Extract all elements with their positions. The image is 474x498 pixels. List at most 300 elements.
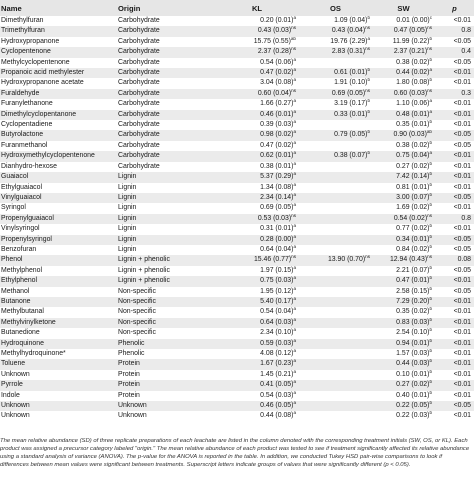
cell-p (434, 349, 474, 359)
cell-p-value: <0.01 (453, 391, 471, 399)
cell-name-value: Indole (1, 391, 20, 399)
cell-p (434, 380, 474, 390)
cell-sw (372, 172, 434, 182)
cell-kl-superscript: a (293, 203, 296, 208)
cell-p (434, 141, 474, 151)
cell-origin (117, 266, 215, 276)
cell-kl-superscript: a (293, 161, 296, 166)
cell-origin-value: Carbohydrate (118, 141, 160, 149)
cell-sw-superscript: c (429, 16, 432, 20)
cell-sw (372, 380, 434, 390)
cell-sw (372, 99, 434, 109)
cell-sw (372, 245, 434, 255)
cell-p (434, 401, 474, 411)
cell-kl (215, 297, 298, 307)
cell-kl (215, 110, 298, 120)
cell-name (0, 172, 117, 182)
cell-kl-superscript: ns (291, 26, 296, 31)
cell-p-value: <0.01 (453, 350, 471, 357)
cell-origin-value: Non-specific (118, 329, 156, 337)
cell-name (0, 245, 117, 255)
cell-kl-value: 2.34 (0.10) (260, 329, 294, 337)
cell-kl-value: 15.75 (0.55) (253, 37, 291, 45)
cell-origin (117, 110, 215, 120)
cell-origin-value: Protein (118, 381, 140, 389)
cell-p-value: <0.01 (453, 297, 471, 305)
cell-sw-superscript: a (429, 99, 432, 104)
cell-name-value: Butyrolactone (1, 131, 44, 139)
cell-name (0, 297, 117, 307)
cell-os (298, 235, 372, 245)
cell-name (0, 359, 117, 369)
cell-name (0, 411, 117, 421)
cell-name-value: Dimethylfuran (1, 17, 44, 24)
cell-origin-value: Lignin (118, 235, 137, 243)
cell-origin-value: Phenolic (118, 339, 145, 347)
cell-kl (215, 151, 298, 161)
cell-p-value: <0.01 (453, 412, 471, 420)
cell-sw-value: 1.80 (0.08) (396, 79, 430, 87)
cell-p-value: <0.05 (453, 287, 471, 295)
cell-os-value: 3.19 (0.17) (334, 100, 368, 108)
cell-sw-value: 0.44 (0.02) (396, 69, 430, 77)
cell-origin-value: Non-specific (118, 318, 156, 326)
cell-origin-value: Lignin + phenolic (118, 277, 170, 285)
cell-os (298, 255, 372, 265)
cell-p (434, 151, 474, 161)
cell-p (434, 162, 474, 172)
cell-name-value: Guaiacol (1, 173, 29, 181)
cell-origin-value: Lignin (118, 173, 137, 181)
cell-sw-superscript: b (429, 349, 432, 353)
cell-name-value: Methylbutanal (1, 308, 44, 316)
cell-sw (372, 235, 434, 245)
cell-p (434, 224, 474, 234)
cell-sw-value: 1.57 (0.03) (396, 350, 430, 357)
cell-sw-value: 0.38 (0.02) (396, 58, 430, 66)
cell-p-value: <0.01 (453, 370, 471, 378)
cell-sw-value: 7.29 (0.20) (396, 297, 430, 305)
cell-kl (215, 339, 298, 349)
cell-kl-superscript: ns (291, 213, 296, 218)
cell-sw-value: 0.84 (0.02) (396, 245, 430, 253)
cell-sw (372, 266, 434, 276)
cell-name (0, 110, 117, 120)
cell-kl-superscript: a (293, 390, 296, 395)
cell-kl-superscript: a (293, 68, 296, 73)
cell-origin (117, 380, 215, 390)
cell-p-value: 0.8 (461, 27, 471, 35)
cell-origin (117, 339, 215, 349)
cell-p-value: <0.01 (453, 69, 471, 77)
table-row (0, 89, 474, 99)
table-row (0, 58, 474, 68)
cell-p (434, 130, 474, 140)
cell-name-value: Methylphenol (1, 266, 42, 274)
cell-name (0, 130, 117, 140)
cell-kl (215, 89, 298, 99)
cell-origin (117, 245, 215, 255)
table-row (0, 110, 474, 120)
cell-name-value: Cyclopentenone (1, 48, 51, 56)
table-row (0, 245, 474, 255)
cell-sw-superscript: ns (427, 88, 432, 93)
cell-kl-superscript: a (293, 120, 296, 125)
cell-p (434, 78, 474, 88)
cell-kl-value: 1.34 (0.08) (260, 183, 294, 191)
cell-os (298, 16, 372, 26)
cell-kl-superscript: a (293, 349, 296, 353)
cell-origin-value: Carbohydrate (118, 79, 160, 87)
cell-sw-value: 11.99 (0.22) (392, 37, 430, 45)
cell-kl-value: 0.64 (0.04) (260, 245, 294, 253)
cell-kl (215, 266, 298, 276)
cell-origin-value: Protein (118, 391, 140, 399)
cell-sw (372, 214, 434, 224)
cell-os (298, 287, 372, 297)
cell-origin (117, 26, 215, 36)
cell-origin-value: Non-specific (118, 308, 156, 316)
table-row (0, 411, 474, 421)
cell-os (298, 297, 372, 307)
cell-origin (117, 276, 215, 286)
cell-sw-value: 1.69 (0.02) (396, 204, 430, 212)
cell-sw-value: 3.00 (0.07) (396, 193, 430, 201)
cell-sw (372, 16, 434, 26)
cell-origin (117, 183, 215, 193)
cell-p (434, 214, 474, 224)
cell-name (0, 255, 117, 265)
cell-sw (372, 193, 434, 203)
cell-kl (215, 359, 298, 369)
table-row (0, 307, 474, 317)
cell-p (434, 318, 474, 328)
table-row (0, 359, 474, 369)
cell-name-value: Methylhydroquinone* (1, 350, 66, 357)
cell-p (434, 203, 474, 213)
cell-os-superscript: a (367, 36, 370, 41)
cell-name-value: Furanylethanone (1, 100, 53, 108)
cell-origin (117, 172, 215, 182)
cell-kl (215, 68, 298, 78)
cell-p-value: <0.05 (453, 141, 471, 149)
cell-p-value: <0.05 (453, 402, 471, 410)
cell-origin (117, 193, 215, 203)
cell-p-value: <0.01 (453, 79, 471, 87)
cell-kl-value: 4.08 (0.12) (260, 350, 294, 357)
cell-os (298, 411, 372, 421)
cell-sw-value: 2.58 (0.15) (396, 287, 430, 295)
cell-os (298, 245, 372, 255)
cell-name-value: Phenol (1, 256, 23, 264)
cell-sw-superscript: ns (427, 213, 432, 218)
cell-kl-superscript: a (293, 328, 296, 333)
cell-sw (372, 183, 434, 193)
cell-sw-value: 0.94 (0.01) (396, 339, 430, 347)
cell-name-value: Hydroxypropanone acetate (1, 79, 84, 87)
cell-kl-value: 0.41 (0.05) (260, 381, 294, 389)
cell-name-value: Syringol (1, 204, 26, 212)
cell-p (434, 99, 474, 109)
cell-kl (215, 255, 298, 265)
cell-origin (117, 99, 215, 109)
cell-kl-value: 0.47 (0.02) (260, 69, 294, 77)
cell-kl-value: 1.45 (0.21) (260, 370, 294, 378)
cell-origin-value: Protein (118, 360, 140, 368)
cell-name-value: Furaldehyde (1, 89, 40, 97)
cell-kl-superscript: a (293, 172, 296, 177)
cell-kl-superscript: a (293, 286, 296, 291)
cell-origin (117, 370, 215, 380)
table-row (0, 16, 474, 26)
cell-p (434, 193, 474, 203)
cell-name-value: Propanoic acid methylester (1, 69, 85, 77)
cell-origin (117, 141, 215, 151)
cell-p-value: <0.01 (453, 381, 471, 389)
cell-sw (372, 47, 434, 57)
cell-sw-value: 7.42 (0.14) (396, 173, 430, 181)
cell-os (298, 318, 372, 328)
cell-kl-superscript: a (293, 192, 296, 197)
cell-sw-superscript: b (429, 78, 432, 83)
cell-sw-superscript: b (429, 276, 432, 281)
cell-kl-superscript: a (293, 244, 296, 249)
cell-sw-superscript: b (429, 286, 432, 291)
cell-sw-value: 0.60 (0.03) (393, 89, 428, 97)
cell-kl-superscript: ns (291, 88, 296, 93)
cell-os (298, 203, 372, 213)
cell-kl-superscript: a (293, 265, 296, 270)
cell-name-value: Methylcyclopentenone (1, 58, 70, 66)
cell-name-value: Vinylsyringol (1, 225, 40, 233)
cell-p-value: <0.01 (453, 100, 471, 108)
cell-sw-superscript: b (429, 359, 432, 364)
cell-sw-superscript: b (429, 161, 432, 166)
cell-kl-superscript: ab (290, 36, 296, 41)
cell-kl-value: 0.54 (0.03) (260, 391, 294, 399)
cell-p-value: <0.01 (453, 339, 471, 347)
cell-os-superscript: ns (365, 47, 370, 52)
cell-name-value: Butanone (1, 297, 31, 305)
cell-sw-superscript: a (429, 151, 432, 156)
header-kl: KL (251, 3, 263, 13)
cell-sw-value: 2.37 (0.21) (393, 48, 428, 56)
table-row (0, 68, 474, 78)
cell-kl-value: 5.40 (0.17) (260, 297, 294, 305)
cell-os-superscript: ns (365, 26, 370, 31)
table-row (0, 391, 474, 401)
cell-sw-value: 0.27 (0.02) (396, 162, 430, 170)
cell-origin (117, 16, 215, 26)
cell-kl-superscript: a (293, 276, 296, 281)
cell-sw-superscript: b (429, 296, 432, 301)
cell-kl-value: 0.98 (0.02) (260, 131, 294, 139)
cell-p-value: <0.05 (453, 58, 471, 66)
cell-origin-value: Lignin (118, 214, 137, 222)
cell-kl (215, 411, 298, 421)
cell-kl (215, 318, 298, 328)
cell-p (434, 89, 474, 99)
cell-sw (372, 328, 434, 338)
cell-sw (372, 203, 434, 213)
cell-origin (117, 151, 215, 161)
cell-p (434, 297, 474, 307)
cell-origin-value: Lignin (118, 245, 137, 253)
cell-os (298, 339, 372, 349)
cell-sw-value: 0.48 (0.01) (396, 110, 430, 118)
cell-origin-value: Lignin (118, 193, 137, 201)
table-row (0, 193, 474, 203)
cell-name (0, 203, 117, 213)
cell-name-value: Methylvinylketone (1, 318, 56, 326)
cell-sw-superscript: ns (427, 255, 432, 260)
cell-name-value: Propenylguaiacol (1, 214, 54, 222)
cell-kl-value: 0.64 (0.03) (260, 318, 294, 326)
cell-sw-superscript: b (429, 307, 432, 312)
cell-sw-superscript: b (429, 172, 432, 177)
table-row (0, 37, 474, 47)
cell-sw (372, 26, 434, 36)
cell-kl-value: 5.37 (0.29) (260, 173, 294, 181)
cell-sw (372, 318, 434, 328)
cell-os (298, 183, 372, 193)
cell-sw-superscript: ns (427, 47, 432, 52)
cell-os (298, 307, 372, 317)
cell-kl-superscript: a (293, 130, 296, 135)
cell-os (298, 172, 372, 182)
cell-os-superscript: b (367, 130, 370, 135)
cell-origin (117, 214, 215, 224)
cell-sw (372, 58, 434, 68)
cell-sw (372, 37, 434, 47)
cell-sw-value: 0.34 (0.01) (396, 235, 430, 243)
cell-origin (117, 58, 215, 68)
cell-os (298, 162, 372, 172)
cell-origin-value: Carbohydrate (118, 152, 160, 160)
cell-origin (117, 47, 215, 57)
cell-kl (215, 235, 298, 245)
cell-origin-value: Unknown (118, 402, 147, 410)
cell-sw-value: 0.27 (0.02) (396, 381, 430, 389)
cell-sw-superscript: a (429, 109, 432, 114)
cell-sw (372, 110, 434, 120)
table-row (0, 401, 474, 411)
cell-origin (117, 307, 215, 317)
cell-sw-superscript: b (429, 203, 432, 208)
cell-sw-value: 0.40 (0.01) (396, 391, 430, 399)
cell-origin (117, 162, 215, 172)
cell-kl (215, 99, 298, 109)
cell-p-value: <0.01 (453, 173, 471, 181)
cell-sw-value: 12.94 (0.43) (389, 256, 428, 264)
cell-os-value: 0.43 (0.04) (331, 27, 366, 35)
cell-os (298, 401, 372, 411)
cell-kl (215, 401, 298, 411)
cell-name-value: Butanedione (1, 329, 40, 337)
cell-origin-value: Carbohydrate (118, 100, 160, 108)
cell-p (434, 307, 474, 317)
cell-os (298, 68, 372, 78)
cell-kl-superscript: a (293, 369, 296, 374)
cell-sw-value: 0.10 (0.01) (396, 370, 430, 378)
cell-sw-value: 0.35 (0.01) (396, 121, 430, 129)
cell-sw-value: 0.01 (0.00) (396, 17, 430, 24)
cell-kl-value: 0.39 (0.03) (260, 121, 294, 129)
cell-kl-superscript: a (293, 182, 296, 187)
cell-name (0, 266, 117, 276)
cell-p (434, 16, 474, 26)
cell-p (434, 172, 474, 182)
cell-name (0, 339, 117, 349)
cell-origin-value: Phenolic (118, 350, 145, 357)
cell-sw (372, 411, 434, 421)
header-sw: SW (397, 3, 410, 13)
cell-sw-superscript: b (429, 265, 432, 270)
cell-os (298, 391, 372, 401)
cell-name-value: Trimethylfuran (1, 27, 45, 35)
cell-kl-value: 3.04 (0.08) (260, 79, 294, 87)
cell-kl (215, 130, 298, 140)
cell-sw-value: 0.75 (0.04) (396, 152, 430, 160)
table-row (0, 328, 474, 338)
cell-name (0, 401, 117, 411)
cell-kl-value: 0.44 (0.08) (260, 412, 294, 420)
cell-p-value: <0.01 (453, 318, 471, 326)
cell-p (434, 359, 474, 369)
cell-name-value: Dianhydro-hexose (1, 162, 57, 170)
cell-sw-superscript: b (429, 390, 432, 395)
cell-sw-value: 0.47 (0.01) (396, 277, 430, 285)
cell-kl-superscript: a (293, 296, 296, 301)
cell-origin (117, 349, 215, 359)
table-body (0, 16, 474, 422)
cell-p-value: 0.8 (461, 214, 471, 222)
cell-kl (215, 120, 298, 130)
cell-kl-superscript: a (293, 307, 296, 312)
cell-origin-value: Carbohydrate (118, 17, 160, 24)
cell-p (434, 339, 474, 349)
cell-p-value: <0.01 (453, 360, 471, 368)
cell-os (298, 130, 372, 140)
cell-kl-value: 15.46 (0.77) (253, 256, 292, 264)
cell-os-value: 19.76 (2.29) (330, 37, 368, 45)
cell-os (298, 276, 372, 286)
cell-kl-value: 0.53 (0.03) (257, 214, 292, 222)
cell-os-value: 0.61 (0.01) (334, 69, 368, 77)
table-row (0, 26, 474, 36)
cell-os (298, 380, 372, 390)
cell-kl-superscript: a (293, 234, 296, 239)
cell-sw-superscript: b (429, 57, 432, 62)
cell-kl-superscript: a (293, 99, 296, 104)
cell-kl (215, 307, 298, 317)
cell-name-value: Hydroxypropanone (1, 37, 60, 45)
cell-p (434, 411, 474, 421)
cell-name (0, 287, 117, 297)
header-os: OS (330, 3, 341, 13)
cell-os (298, 89, 372, 99)
cell-origin (117, 297, 215, 307)
cell-sw-superscript: b (429, 36, 432, 41)
cell-kl (215, 26, 298, 36)
cell-origin-value: Carbohydrate (118, 121, 160, 129)
cell-sw (372, 89, 434, 99)
cell-name (0, 328, 117, 338)
table-row (0, 130, 474, 140)
cell-name-value: Ethylguaiacol (1, 183, 42, 191)
cell-os-superscript: ns (365, 255, 370, 260)
cell-p-value: <0.01 (453, 121, 471, 129)
